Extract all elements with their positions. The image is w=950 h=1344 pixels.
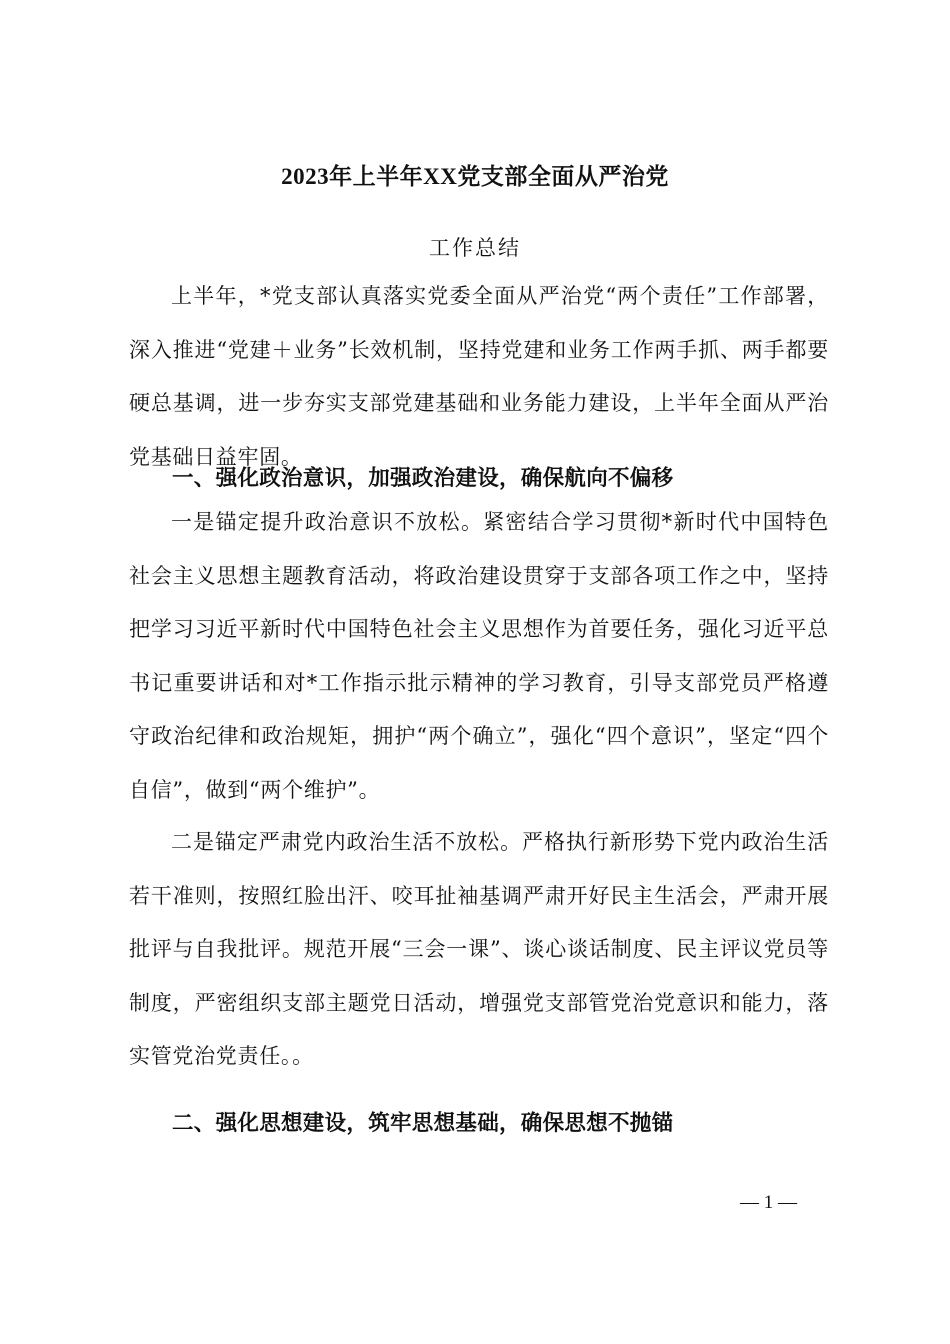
document-title: 2023年上半年XX党支部全面从严治党 [281, 164, 669, 189]
section-heading-2: 二、强化思想建设，筑牢思想基础，确保思想不抛锚 [172, 1111, 674, 1136]
section1-paragraph-2: 二是锚定严肃党内政治生活不放松。严格执行新形势下党内政治生活若干准则，按照红脸出汗、咬耳扯袖基调严肃开好民主生活会，严肃开展批评与自我批评。规范开展“三会一课”、谈心谈话制度、民主评议党员等制度，严密组织支部主题党日活动，增强党支部管党治党意识和能力，落实管党治党责任。。 [129, 830, 829, 1068]
intro-paragraph: 上半年，*党支部认真落实党委全面从严治党“两个责任”工作部署，深入推进“党建＋业务”长效机制，坚持党建和业务工作两手抓、两手都要硬总基调，进一步夯实支部党建基础和业务能力建设，上半年全面从严治党基础日益牢固。 [129, 284, 829, 469]
page-number: — 1 — [740, 1192, 797, 1213]
section-heading-1: 一、强化政治意识，加强政治建设，确保航向不偏移 [172, 466, 674, 491]
document-subtitle: 工作总结 [429, 236, 521, 260]
section1-paragraph-1: 一是锚定提升政治意识不放松。紧密结合学习贯彻*新时代中国特色社会主义思想主题教育活动，将政治建设贯穿于支部各项工作之中，坚持把学习习近平新时代中国特色社会主义思想作为首要任务，强化习近平总书记重要讲话和对*工作指示批示精神的学习教育，引导支部党员严格遵守政治纪律和政治规矩，拥护“两个确立”，强化“四个意识”，坚定“四个自信”，做到“两个维护”。 [129, 510, 829, 802]
